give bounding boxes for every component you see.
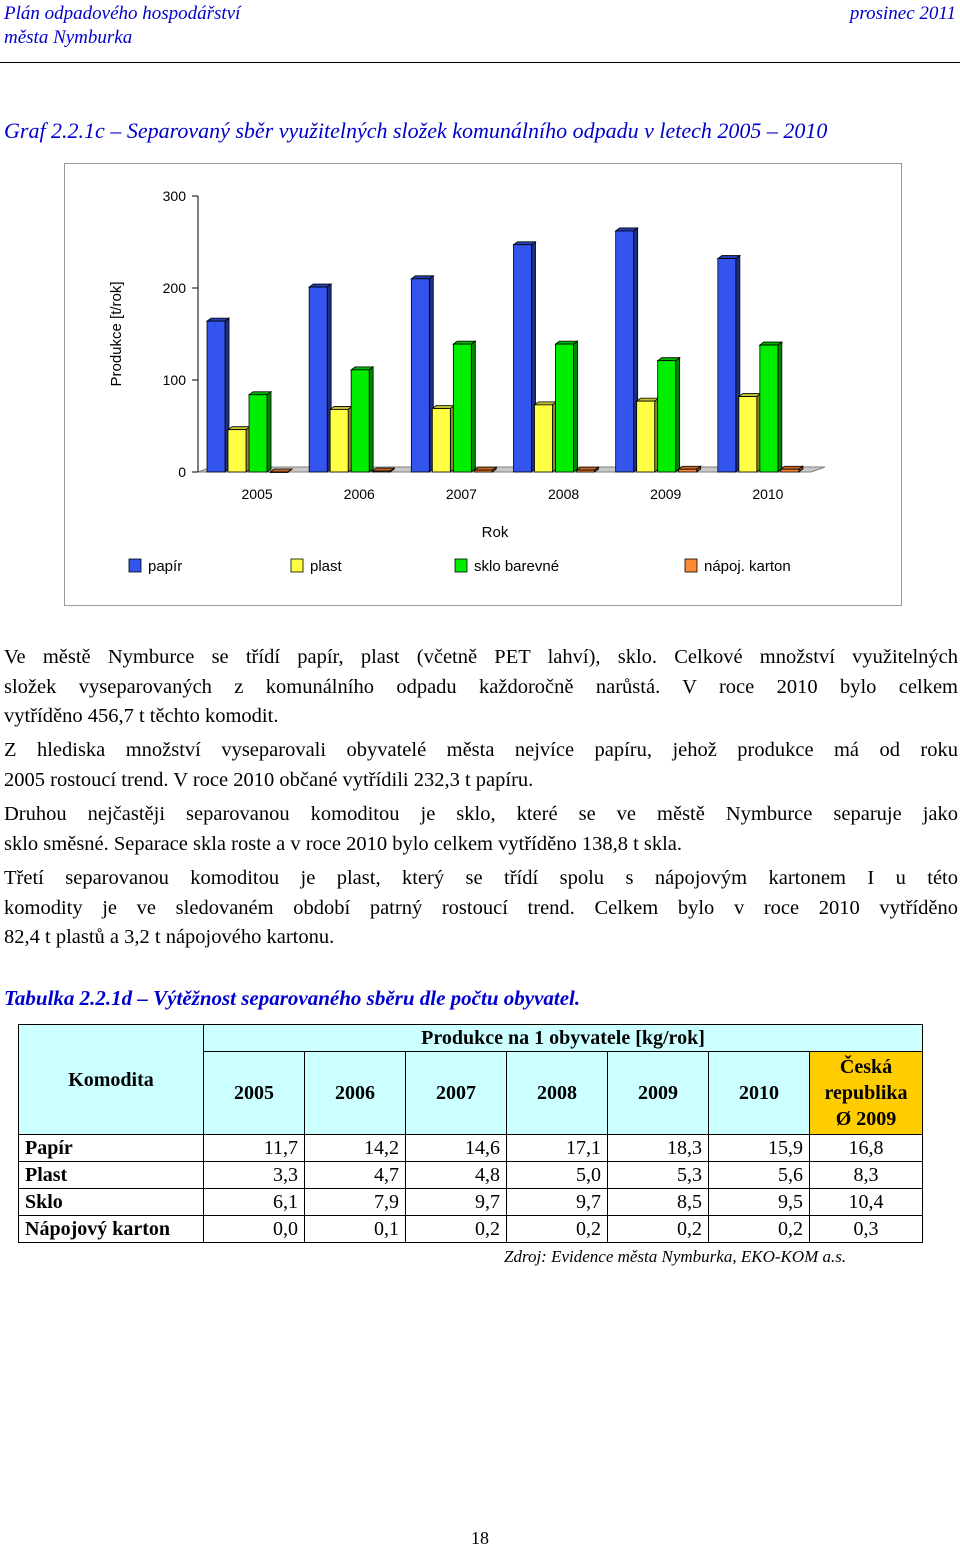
cr-cell: 10,4 xyxy=(810,1189,923,1216)
cr-header-line2: republika xyxy=(824,1082,908,1104)
legend-swatch xyxy=(129,559,141,572)
komodita-header: Komodita xyxy=(19,1025,204,1135)
bar xyxy=(535,405,553,472)
row-label: Sklo xyxy=(19,1189,204,1216)
paragraph-line: Druhou nejčastěji separovanou komoditou je sklo, které se ve městě Nymburce separuje jako xyxy=(4,803,958,825)
x-tick-label: 2005 xyxy=(241,486,273,502)
bar xyxy=(207,321,225,472)
bar xyxy=(432,409,450,472)
bar xyxy=(330,409,348,472)
table-row xyxy=(19,1135,923,1162)
bar-side xyxy=(574,341,578,472)
table-cell: 15,9 xyxy=(709,1135,810,1162)
header-title xyxy=(4,2,240,50)
page-number: 18 xyxy=(471,1528,489,1548)
table-header-row xyxy=(19,1025,923,1052)
bar xyxy=(739,397,757,472)
legend-label: papír xyxy=(148,558,183,575)
bar xyxy=(658,361,676,472)
bar xyxy=(556,344,574,472)
table-cell: 8,5 xyxy=(608,1189,709,1216)
paragraph-line: složek vyseparovaných z komunálního odpadu každoročně narůstá. V roce 2010 bylo celkem xyxy=(4,675,958,698)
bar xyxy=(637,401,655,472)
table-source: Zdroj: Evidence města Nymburka, EKO-KOM a.s. xyxy=(504,1247,847,1266)
table-cell: 3,3 xyxy=(204,1162,305,1189)
y-tick-label: 0 xyxy=(178,464,186,480)
legend-label: plast xyxy=(310,558,342,575)
table-cell: 0,2 xyxy=(608,1216,709,1243)
bar-side xyxy=(267,392,271,472)
paragraph-4 xyxy=(4,864,958,953)
table-caption: Tabulka 2.2.1d – Výtěžnost separovaného sběru dle počtu obyvatel. xyxy=(4,986,581,1010)
table-cell: 11,7 xyxy=(204,1135,305,1162)
legend-label: sklo barevné xyxy=(474,558,560,575)
cr-header-line3: Ø 2009 xyxy=(835,1108,897,1130)
bar xyxy=(514,245,532,472)
table-cell: 4,7 xyxy=(305,1162,406,1189)
header-date: prosinec 2011 xyxy=(849,3,956,24)
row-label: Plast xyxy=(19,1162,204,1189)
x-axis-label: Rok xyxy=(481,524,509,541)
bar xyxy=(718,259,736,472)
header-title-line2: města Nymburka xyxy=(4,27,133,48)
group-header: Produkce na 1 obyvatele [kg/rok] xyxy=(204,1025,923,1052)
table-cell: 17,1 xyxy=(507,1135,608,1162)
table-cell: 4,8 xyxy=(406,1162,507,1189)
table-cell: 0,0 xyxy=(204,1216,305,1243)
bar xyxy=(270,472,288,473)
bar xyxy=(372,471,390,472)
row-label: Papír xyxy=(19,1135,204,1162)
year-header: 2009 xyxy=(608,1052,709,1135)
table-cell: 5,3 xyxy=(608,1162,709,1189)
table-cell: 5,6 xyxy=(709,1162,810,1189)
bar-side xyxy=(676,358,680,472)
table-cell: 6,1 xyxy=(204,1189,305,1216)
year-header: 2006 xyxy=(305,1052,406,1135)
bar xyxy=(351,370,369,472)
x-tick-label: 2010 xyxy=(752,486,784,502)
production-table xyxy=(18,1024,923,1243)
figure-caption: Graf 2.2.1c – Separovaný sběr využitelných složek komunálního odpadu v letech 2005 – 2010 xyxy=(4,118,828,143)
y-axis-label: Produkce [t/rok] xyxy=(108,281,125,387)
paragraph-1 xyxy=(4,643,958,732)
year-header: 2005 xyxy=(204,1052,305,1135)
bar-chart xyxy=(65,164,901,605)
cr-cell: 8,3 xyxy=(810,1162,923,1189)
bar xyxy=(760,345,778,472)
paragraph-3 xyxy=(4,800,958,859)
cr-cell: 16,8 xyxy=(810,1135,923,1162)
bar xyxy=(309,287,327,472)
year-header: 2008 xyxy=(507,1052,608,1135)
bar xyxy=(616,231,634,472)
paragraph-line: 2005 rostoucí trend. V roce 2010 občané vytřídili 232,3 t papíru. xyxy=(4,768,534,791)
paragraph-line: Ve městě Nymburce se třídí papír, plast (včetně PET lahví), sklo. Celkové množství využitelných xyxy=(4,646,958,668)
table-cell: 7,9 xyxy=(305,1189,406,1216)
legend-swatch xyxy=(685,559,697,572)
bar xyxy=(228,430,246,472)
bar xyxy=(474,470,492,472)
table-cell: 0,2 xyxy=(406,1216,507,1243)
paragraph-line: sklo směsné. Separace skla roste a v roce 2010 bylo celkem vytříděno 138,8 t skla. xyxy=(4,832,683,855)
legend-swatch xyxy=(291,559,303,572)
table-cell: 14,6 xyxy=(406,1135,507,1162)
table-row xyxy=(19,1162,923,1189)
table-row xyxy=(19,1189,923,1216)
paragraph-line: vytříděno 456,7 t těchto komodit. xyxy=(4,705,279,727)
table-cell: 5,0 xyxy=(507,1162,608,1189)
chart-frame xyxy=(64,163,902,606)
x-tick-label: 2006 xyxy=(343,486,375,502)
year-header: 2010 xyxy=(709,1052,810,1135)
header-title-line1: Plán odpadového hospodářství xyxy=(4,3,241,24)
table-cell: 0,2 xyxy=(709,1216,810,1243)
paragraph-line: Z hlediska množství vyseparovali obyvatelé města nejvíce papíru, jehož produkce má od roku xyxy=(4,739,958,761)
table-cell: 0,1 xyxy=(305,1216,406,1243)
bar xyxy=(411,279,429,472)
table-cell: 18,3 xyxy=(608,1135,709,1162)
paragraph-2 xyxy=(4,736,958,795)
bar xyxy=(577,470,595,472)
y-tick-label: 300 xyxy=(162,188,186,204)
year-header: 2007 xyxy=(406,1052,507,1135)
y-tick-label: 100 xyxy=(162,372,186,388)
legend-label: nápoj. karton xyxy=(704,558,791,575)
cr-cell: 0,3 xyxy=(810,1216,923,1243)
paragraph-line: Třetí separovanou komoditou je plast, který se třídí spolu s nápojovým kartonem I u této xyxy=(4,867,958,889)
table-row xyxy=(19,1216,923,1243)
bar-side xyxy=(369,367,373,472)
bar-side xyxy=(471,341,475,472)
header-rule xyxy=(0,62,960,63)
paragraph-line: 82,4 t plastů a 3,2 t nápojového kartonu. xyxy=(4,926,335,948)
bar xyxy=(249,395,267,472)
bar xyxy=(453,344,471,472)
table-cell: 14,2 xyxy=(305,1135,406,1162)
x-tick-label: 2007 xyxy=(445,486,477,502)
x-tick-label: 2009 xyxy=(650,486,682,502)
table-cell: 9,7 xyxy=(406,1189,507,1216)
legend-swatch xyxy=(455,559,467,572)
table-body xyxy=(19,1135,923,1243)
table-cell: 9,7 xyxy=(507,1189,608,1216)
y-tick-label: 200 xyxy=(162,280,186,296)
table-cell: 9,5 xyxy=(709,1189,810,1216)
bar xyxy=(679,469,697,472)
table-cell: 0,2 xyxy=(507,1216,608,1243)
paragraph-line: komodity je ve sledovaném období patrný rostoucí trend. Celkem bylo v roce 2010 vytříděno xyxy=(4,896,958,919)
cr-average-header xyxy=(810,1052,923,1135)
row-label: Nápojový karton xyxy=(19,1216,204,1243)
x-tick-label: 2008 xyxy=(548,486,580,502)
bar xyxy=(781,469,799,472)
cr-header-line1: Česká xyxy=(839,1056,893,1078)
bar-side xyxy=(778,342,782,472)
